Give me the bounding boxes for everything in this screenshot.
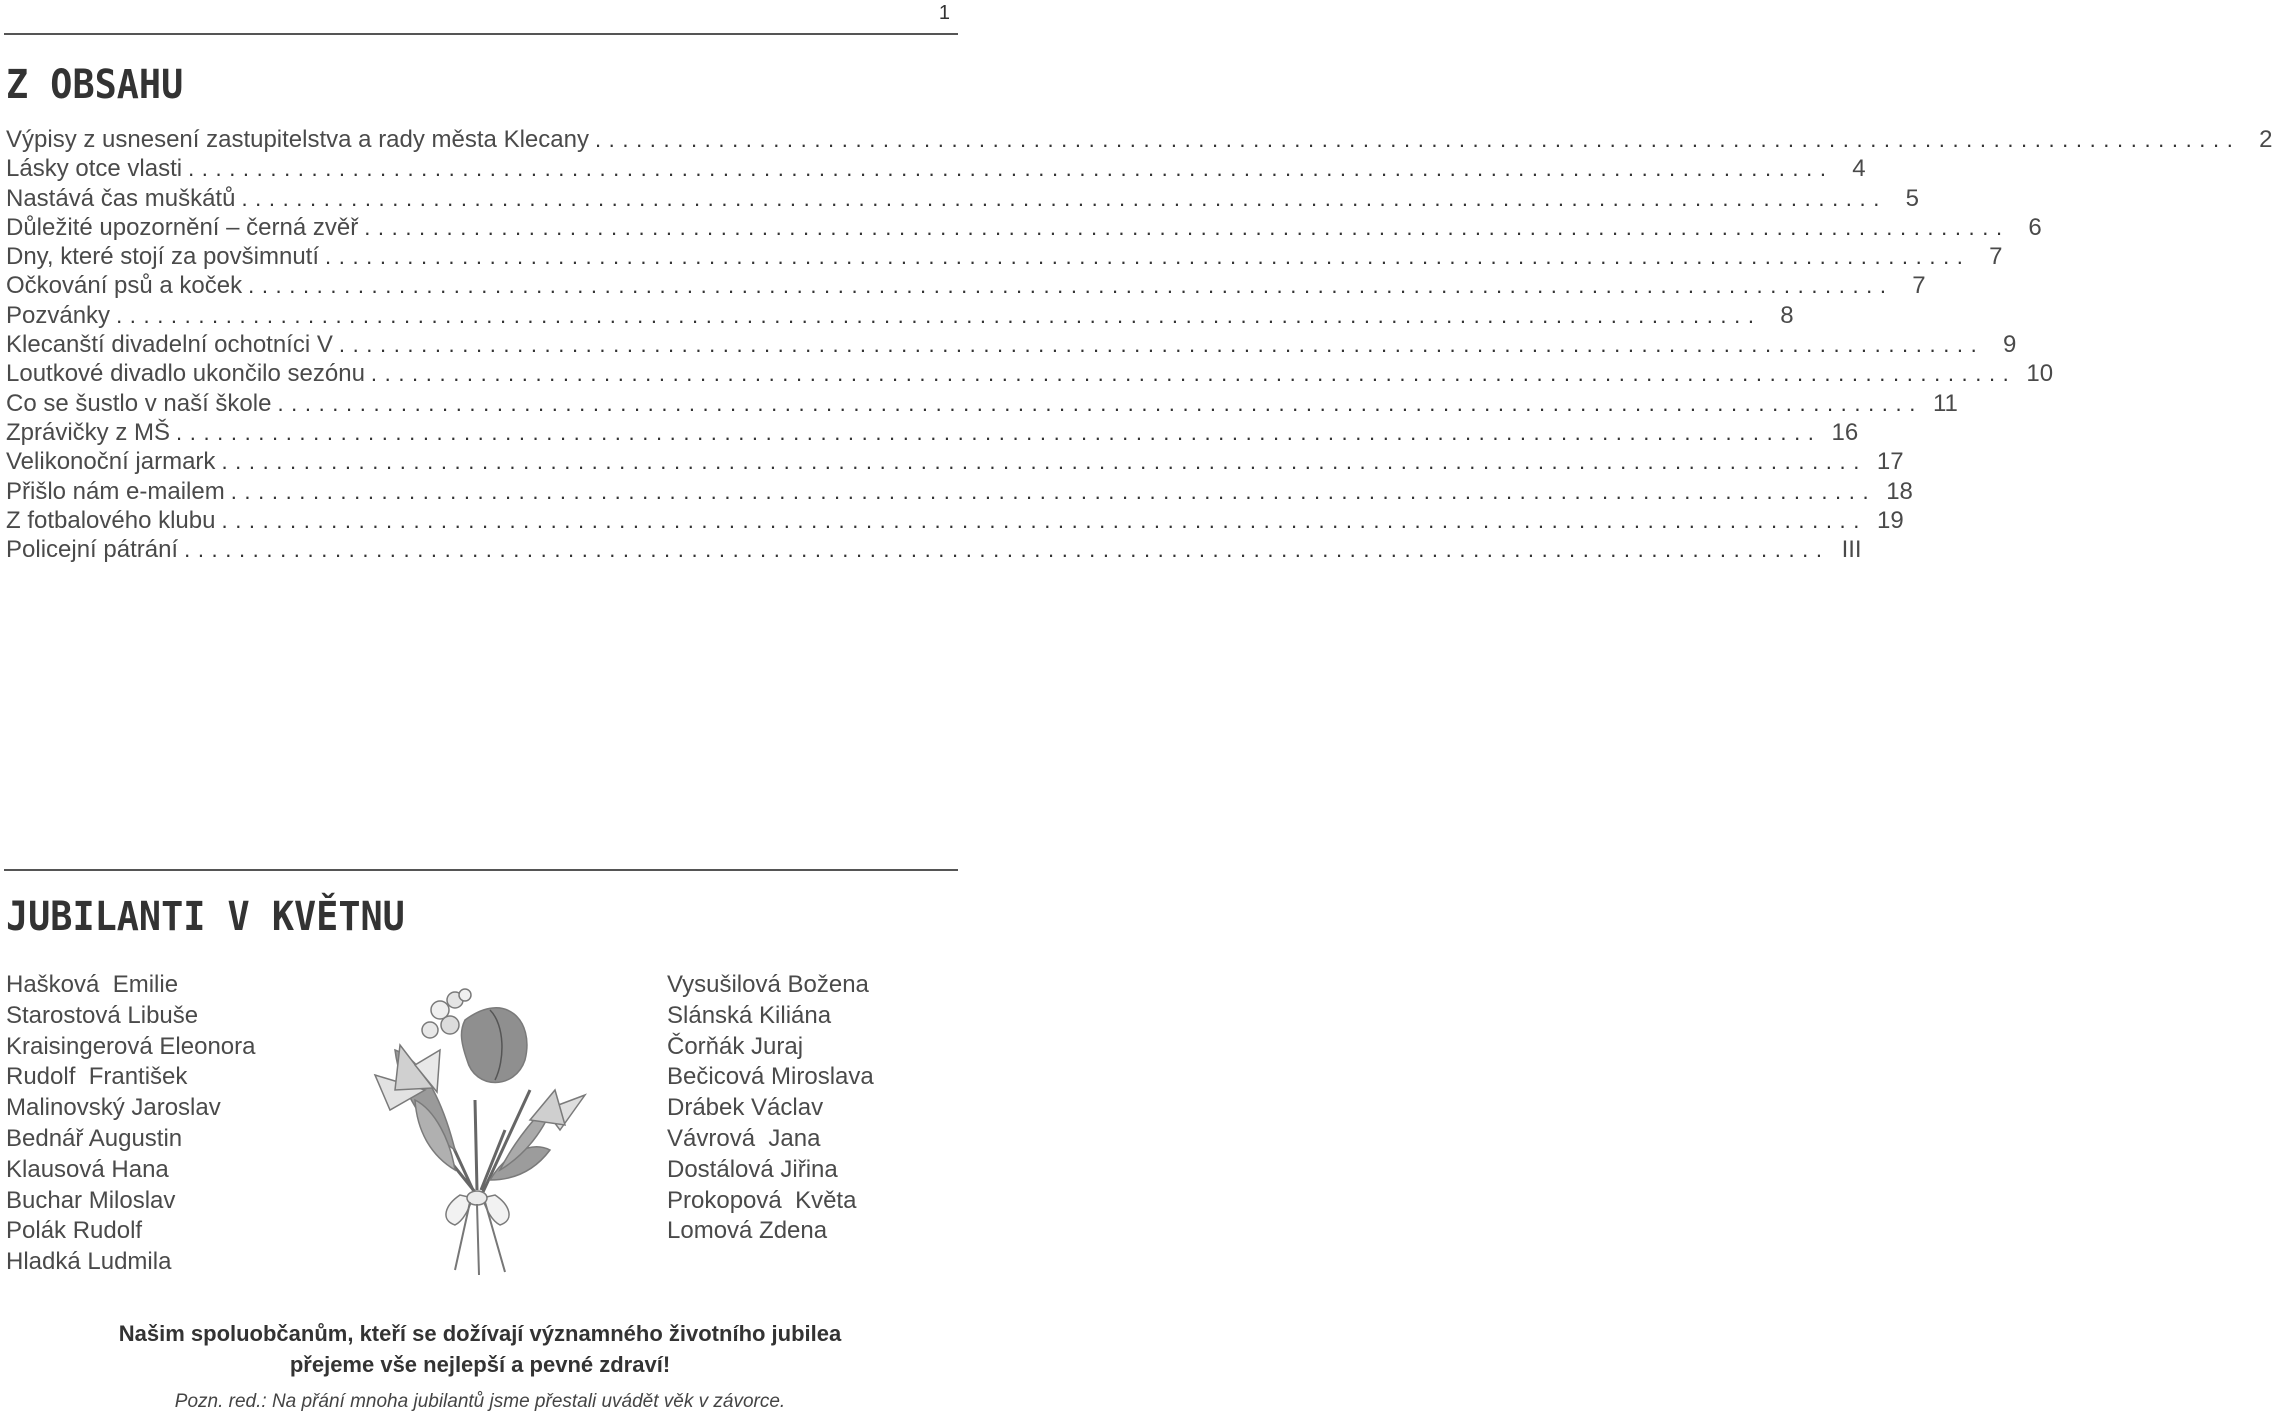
page-number: 1	[938, 2, 950, 24]
toc-leader-dots: ........................................................................................................................	[338, 332, 1985, 358]
toc-page-number: 7	[1912, 272, 1926, 300]
greeting	[0, 1318, 960, 1380]
toc-row	[6, 477, 1913, 507]
toc-title: Klecanští divadelní ochotníci V	[6, 331, 333, 359]
toc-page-number: 11	[1932, 389, 1958, 417]
jubilant-name: Klausová Hana	[6, 1155, 169, 1183]
table-of-contents	[6, 126, 2272, 565]
toc-page-number: 9	[2002, 331, 2017, 359]
greeting-line-1: Našim spoluobčanům, kteří se dožívají významného životního jubilea	[118, 1321, 842, 1346]
jubilants-heading: JUBILANTI V KVĚTNU	[6, 894, 405, 940]
toc-page-number: III	[1841, 536, 1862, 564]
toc-page-number: 5	[1905, 184, 1919, 212]
toc-page-number: 6	[2028, 213, 2042, 241]
toc-page-number: 8	[1780, 301, 1794, 329]
toc-leader-dots: ........................................................................................................................	[241, 185, 1887, 211]
toc-leader-dots: ........................................................................................................................	[248, 273, 1894, 299]
jubilant-name: Lomová Zdena	[667, 1217, 828, 1245]
toc-title: Přišlo nám e-mailem	[6, 477, 225, 505]
toc-row	[6, 418, 1859, 448]
jubilant-name: Čorňák Juraj	[667, 1032, 804, 1060]
toc-row	[6, 360, 2054, 389]
jubilant-name: Starostová Libuše	[6, 1001, 199, 1029]
toc-page-number: 4	[1852, 155, 1866, 183]
toc-title: Dny, které stojí za povšimnutí	[6, 243, 320, 271]
contents-heading: Z OBSAHU	[6, 62, 184, 108]
toc-leader-dots: ........................................................................................................................	[188, 156, 1834, 182]
toc-page-number: 10	[2026, 360, 2054, 388]
jubilant-name: Kraisingerová Eleonora	[6, 1032, 256, 1060]
toc-title: Z fotbalového klubu	[6, 506, 216, 534]
jubilants-right-column	[667, 970, 874, 1247]
toc-row	[6, 155, 1866, 184]
toc-row	[6, 184, 1919, 214]
toc-title: Policejní pátrání	[6, 536, 179, 564]
toc-leader-dots: ........................................................................................................................	[176, 419, 1822, 445]
editor-note: Pozn. red.: Na přání mnoha jubilantů jsme přestali uvádět věk v závorce.	[174, 1391, 786, 1412]
toc-row	[6, 331, 2017, 360]
toc-leader-dots: ........................................................................................................................	[116, 302, 1762, 328]
jubilant-name: Polák Rudolf	[6, 1217, 143, 1245]
section-divider	[4, 869, 958, 871]
toc-leader-dots: ........................................................................................................................	[230, 478, 1877, 504]
toc-leader-dots: ........................................................................................................................	[221, 449, 1867, 475]
toc-row	[6, 448, 1904, 477]
toc-title: Očkování psů a koček	[6, 272, 243, 300]
jubilant-name: Malinovský Jaroslav	[6, 1094, 221, 1122]
toc-page-number: 17	[1876, 448, 1904, 476]
toc-row	[6, 213, 2042, 243]
jubilant-name: Prokopová Květa	[667, 1186, 857, 1214]
toc-leader-dots: ........................................................................................................................	[594, 127, 2241, 152]
jubilant-name: Vysušilová Božena	[667, 971, 869, 998]
toc-title: Lásky otce vlasti	[6, 155, 183, 183]
toc-row	[6, 536, 1862, 565]
toc-leader-dots: ........................................................................................................................	[325, 244, 1971, 270]
jubilant-name: Rudolf František	[6, 1063, 188, 1091]
greeting-line-2: přejeme vše nejlepší a pevné zdraví!	[289, 1352, 671, 1377]
toc-row	[6, 126, 2272, 155]
jubilant-name: Buchar Miloslav	[6, 1186, 176, 1214]
toc-page-number: 7	[1989, 243, 2003, 271]
toc-row	[6, 389, 1958, 419]
jubilant-name: Dostálová Jiřina	[667, 1155, 838, 1183]
top-divider	[4, 33, 958, 35]
toc-leader-dots: ........................................................................................................................	[364, 214, 2010, 240]
toc-row	[6, 243, 2003, 272]
toc-title: Co se šustlo v naší škole	[6, 389, 272, 417]
toc-leader-dots: ........................................................................................................................	[221, 507, 1867, 533]
jubilant-name: Bečicová Miroslava	[667, 1063, 874, 1091]
jubilant-name: Vávrová Jana	[667, 1124, 821, 1152]
toc-leader-dots: ........................................................................................................................	[184, 537, 1830, 563]
toc-page-number: 19	[1876, 506, 1904, 534]
toc-title: Nastává čas muškátů	[6, 184, 236, 212]
jubilant-name: Drábek Václav	[667, 1094, 824, 1122]
toc-title: Důležité upozornění – černá zvěř	[6, 213, 359, 241]
toc-leader-dots: ........................................................................................................................	[277, 390, 1923, 416]
jubilant-name: Hladká Ludmila	[6, 1248, 172, 1276]
toc-title: Pozvánky	[6, 301, 111, 329]
toc-row	[6, 506, 1904, 536]
toc-row	[6, 301, 1794, 331]
jubilant-name: Bednář Augustin	[6, 1124, 183, 1152]
jubilant-name: Slánská Kiliána	[667, 1001, 832, 1029]
toc-title: Výpisy z usnesení zastupitelstva a rady města Klecany	[6, 126, 589, 153]
toc-row	[6, 272, 1926, 301]
jubilant-name: Hašková Emilie	[6, 971, 179, 998]
toc-page-number: 2	[2259, 126, 2272, 153]
toc-leader-dots: ........................................................................................................................	[370, 361, 2017, 387]
toc-page-number: 18	[1886, 477, 1913, 505]
jubilants-left-column	[6, 970, 255, 1278]
toc-page-number: 16	[1831, 418, 1859, 446]
flower-bouquet-icon	[355, 980, 605, 1280]
toc-title: Loutkové divadlo ukončilo sezónu	[6, 360, 365, 388]
toc-title: Zprávičky z MŠ	[6, 418, 171, 446]
toc-title: Velikonoční jarmark	[6, 448, 216, 476]
